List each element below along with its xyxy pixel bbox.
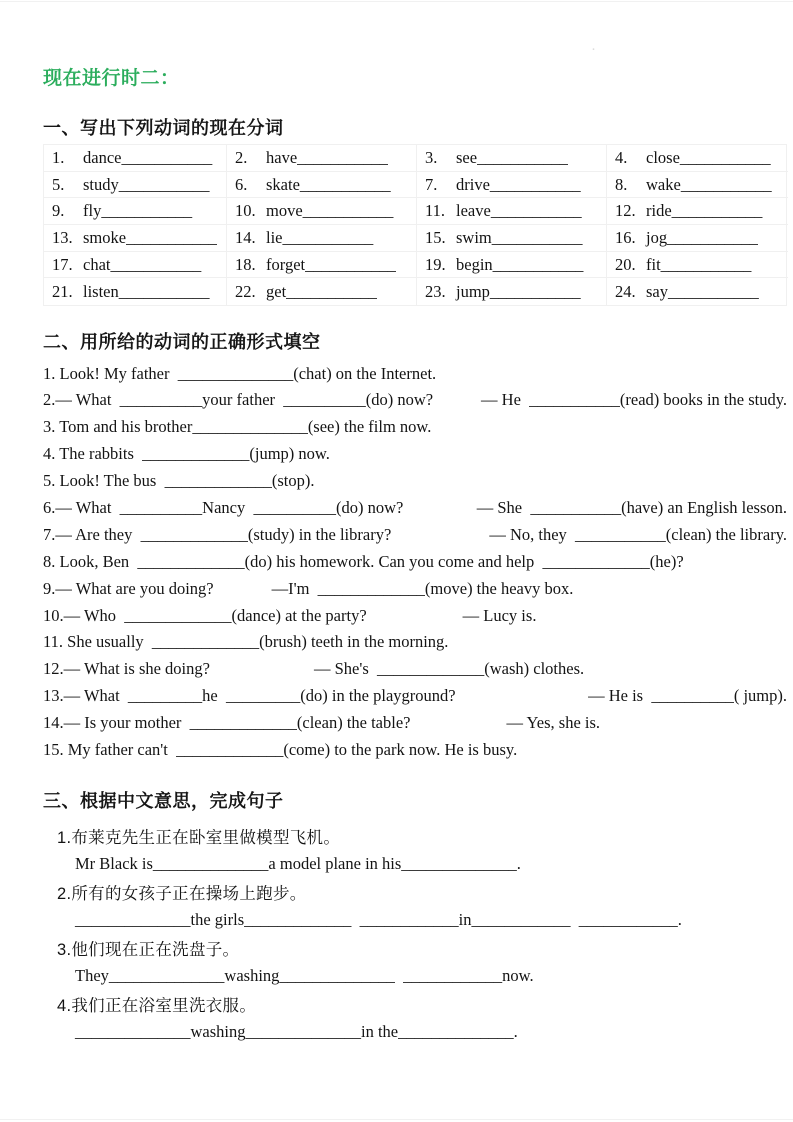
answer-blank: ___________ — [680, 174, 772, 194]
item-number: 14. — [235, 227, 256, 247]
verb-item — [607, 172, 788, 199]
answer-blank: ___________ — [305, 254, 396, 274]
verb-item — [607, 252, 788, 279]
exercise-line — [43, 656, 787, 683]
smudge-mark: · — [591, 42, 596, 58]
answer-blank: ___________ — [286, 281, 377, 301]
scan-edge-top — [0, 1, 793, 2]
item-number: 11. — [425, 201, 446, 221]
verb-word: ride — [646, 201, 672, 221]
scan-edge-bottom — [0, 1119, 793, 1120]
item-number: 24. — [615, 281, 636, 301]
item-number: 10. — [235, 201, 256, 221]
exercise-line — [43, 575, 787, 602]
line-segment: 10.— Who _____________(dance) at the party? — [43, 605, 367, 625]
verb-item — [607, 198, 788, 225]
verb-word: chat — [83, 254, 111, 274]
answer-blank: ___________ — [491, 227, 583, 247]
answer-blank: ___________ — [490, 201, 582, 221]
verb-word: close — [646, 147, 680, 167]
verb-item — [417, 145, 607, 172]
answer-blank: ___________ — [668, 281, 759, 301]
verb-item — [227, 172, 417, 199]
verb-word: fly — [83, 201, 102, 221]
exercise-line — [43, 710, 787, 737]
verb-word: leave — [456, 201, 491, 221]
item-number: 8. — [615, 174, 628, 194]
exercise-lines — [43, 360, 787, 763]
verb-item — [607, 225, 788, 252]
exercise-line — [43, 548, 787, 575]
verb-word: begin — [456, 254, 493, 274]
verb-word: get — [266, 281, 287, 301]
item-number: 17. — [52, 254, 73, 274]
section2-heading: 二、用所给的动词的正确形式填空 — [43, 332, 321, 353]
verb-item — [44, 225, 227, 252]
page-title: 现在进行时二： — [43, 68, 180, 89]
verb-word: smoke — [83, 227, 127, 247]
item-number: 7. — [425, 174, 438, 194]
translation-item — [43, 933, 787, 989]
chinese-sentence: 2.所有的女孩子正在操场上跑步。 — [57, 885, 307, 904]
section1-heading: 一、写出下列动词的现在分词 — [43, 118, 284, 138]
verb-word: jump — [456, 281, 490, 301]
line-segment: 15. My father can't _____________(come) to the park now. He is busy. — [43, 740, 518, 760]
line-segment: — Yes, she is. — [506, 713, 601, 733]
line-segment: 3. Tom and his brother______________(see) the film now. — [43, 417, 432, 437]
exercise-line — [43, 737, 787, 764]
verb-word: skate — [266, 174, 300, 194]
line-segment: 6.— What __________Nancy __________(do) now? — [43, 498, 404, 518]
verb-item — [44, 172, 227, 199]
answer-blank: ___________ — [671, 201, 763, 221]
verb-word: study — [83, 174, 119, 194]
answer-blank: ___________ — [299, 174, 391, 194]
answer-blank: ___________ — [118, 174, 210, 194]
item-number: 3. — [425, 147, 438, 167]
section3-heading: 三、根据中文意思，完成句子 — [43, 791, 284, 812]
verb-item — [44, 198, 227, 225]
answer-blank: ___________ — [101, 201, 193, 221]
item-number: 12. — [615, 201, 636, 221]
exercise-line — [43, 521, 787, 548]
verb-word: wake — [646, 174, 681, 194]
item-number: 15. — [425, 227, 446, 247]
answer-blank: ___________ — [477, 147, 568, 167]
translation-items — [43, 821, 787, 1045]
exercise-line — [43, 495, 787, 522]
exercise-line — [43, 602, 787, 629]
item-number: 9. — [52, 201, 65, 221]
line-segment: —I'm _____________(move) the heavy box. — [271, 578, 574, 598]
line-segment: 13.— What _________he _________(do) in the playground? — [43, 686, 456, 706]
item-number: 21. — [52, 281, 73, 301]
answer-blank: ___________ — [302, 201, 394, 221]
verb-word: fit — [646, 254, 661, 274]
verb-item — [607, 278, 788, 305]
verb-word: dance — [83, 147, 122, 167]
item-number: 4. — [615, 147, 628, 167]
line-segment: 11. She usually _____________(brush) teeth in the morning. — [43, 632, 449, 652]
translation-item — [43, 821, 787, 877]
exercise-line — [43, 468, 787, 495]
answer-blank: ___________ — [110, 254, 202, 274]
answer-blank: ___________ — [489, 174, 581, 194]
line-segment: — He is __________( jump). — [588, 686, 787, 706]
verb-item — [227, 225, 417, 252]
verb-item — [417, 278, 607, 305]
english-sentence: They______________washing______________ ____________now. — [75, 966, 534, 986]
item-number: 22. — [235, 281, 256, 301]
exercise-line — [43, 683, 787, 710]
verb-item — [44, 278, 227, 305]
item-number: 13. — [52, 227, 73, 247]
item-number: 16. — [615, 227, 636, 247]
answer-blank: ___________ — [126, 227, 217, 247]
verb-item — [227, 278, 417, 305]
verb-item — [227, 145, 417, 172]
line-segment: 1. Look! My father ______________(chat) on the Internet. — [43, 363, 437, 383]
exercise-line — [43, 387, 787, 414]
english-sentence: ______________washing______________in the______________. — [75, 1022, 518, 1042]
verb-word: forget — [266, 254, 306, 274]
line-segment: 9.— What are you doing? — [43, 578, 214, 598]
answer-blank: ___________ — [660, 254, 752, 274]
verb-word: say — [646, 281, 668, 301]
line-segment: — He ___________(read) books in the study. — [481, 390, 787, 410]
line-segment: 8. Look, Ben _____________(do) his homework. Can you come and help _____________(he)? — [43, 551, 684, 571]
verb-item — [417, 225, 607, 252]
line-segment: 2.— What __________your father __________(do) now? — [43, 390, 434, 410]
item-number: 2. — [235, 147, 248, 167]
answer-blank: ___________ — [121, 147, 213, 167]
verb-word: move — [266, 201, 303, 221]
chinese-sentence: 3.他们现在正在洗盘子。 — [57, 941, 240, 960]
verb-item — [607, 145, 788, 172]
answer-blank: ___________ — [492, 254, 584, 274]
line-segment: — She ___________(have) an English lesson. — [476, 498, 787, 518]
item-number: 6. — [235, 174, 248, 194]
verb-item — [44, 145, 227, 172]
line-segment: 12.— What is she doing? — [43, 659, 210, 679]
line-segment: 5. Look! The bus _____________(stop). — [43, 471, 315, 491]
line-segment: 14.— Is your mother _____________(clean) the table? — [43, 713, 411, 733]
item-number: 23. — [425, 281, 446, 301]
line-segment: 4. The rabbits _____________(jump) now. — [43, 444, 330, 464]
answer-blank: ___________ — [297, 147, 388, 167]
answer-blank: ___________ — [118, 281, 210, 301]
item-number: 19. — [425, 254, 446, 274]
english-sentence: ______________the girls_____________ ____________in____________ ____________. — [75, 910, 682, 930]
exercise-line — [43, 629, 787, 656]
answer-blank: ___________ — [679, 147, 771, 167]
exercise-line — [43, 441, 787, 468]
exercise-line — [43, 414, 787, 441]
line-segment: — She's _____________(wash) clothes. — [313, 659, 585, 679]
verb-word: listen — [83, 281, 119, 301]
item-number: 18. — [235, 254, 256, 274]
verb-word: have — [266, 147, 298, 167]
verb-word: swim — [456, 227, 492, 247]
verb-table — [43, 144, 787, 306]
item-number: 1. — [52, 147, 65, 167]
exercise-line — [43, 360, 787, 387]
verb-item — [44, 252, 227, 279]
verb-item — [417, 198, 607, 225]
chinese-sentence: 4.我们正在浴室里洗衣服。 — [57, 997, 257, 1016]
line-segment: — No, they ___________(clean) the library. — [489, 524, 787, 544]
verb-word: lie — [266, 227, 283, 247]
answer-blank: ___________ — [489, 281, 581, 301]
verb-word: jog — [646, 227, 668, 247]
chinese-sentence: 1.布莱克先生正在卧室里做模型飞机。 — [57, 829, 341, 848]
verb-item — [227, 252, 417, 279]
english-sentence: Mr Black is______________a model plane in his______________. — [75, 854, 521, 874]
answer-blank: ___________ — [667, 227, 758, 247]
item-number: 5. — [52, 174, 65, 194]
answer-blank: ___________ — [282, 227, 374, 247]
line-segment: — Lucy is. — [462, 605, 537, 625]
translation-item — [43, 989, 787, 1045]
line-segment: 7.— Are they _____________(study) in the library? — [43, 524, 392, 544]
verb-item — [227, 198, 417, 225]
verb-item — [417, 252, 607, 279]
verb-word: drive — [456, 174, 490, 194]
translation-item — [43, 877, 787, 933]
verb-word: see — [456, 147, 478, 167]
verb-item — [417, 172, 607, 199]
item-number: 20. — [615, 254, 636, 274]
